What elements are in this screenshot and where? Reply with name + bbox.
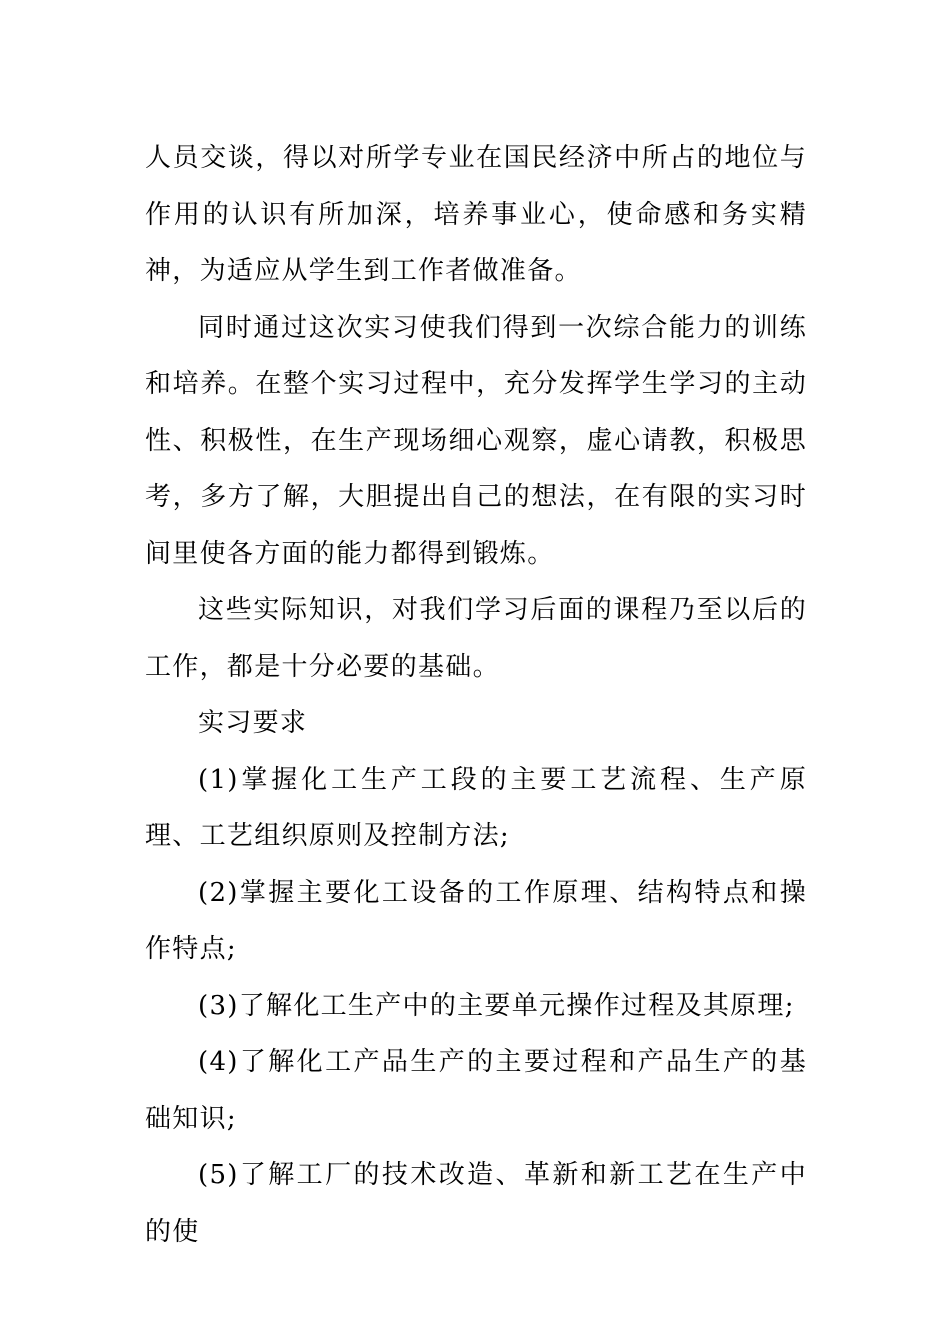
requirement-item-1: (1)掌握化工生产工段的主要工艺流程、生产原理、工艺组织原则及控制方法; [145, 764, 807, 851]
section-heading-requirements: 实习要求 [198, 708, 308, 738]
paragraph-intro-continued: 人员交谈，得以对所学专业在国民经济中所占的地位与作用的认识有所加深，培养事业心，使命感和务实精神，为适应从学生到工作者做准备。 [145, 143, 807, 286]
requirement-item-5: (5)了解工厂的技术改造、革新和新工艺在生产中的使 [145, 1160, 807, 1247]
requirement-item-4: (4)了解化工产品生产的主要过程和产品生产的基础知识; [145, 1047, 807, 1134]
paragraph-knowledge: 这些实际知识，对我们学习后面的课程乃至以后的工作，都是十分必要的基础。 [145, 595, 807, 682]
requirement-item-3: (3)了解化工生产中的主要单元操作过程及其原理; [198, 990, 795, 1021]
document-body [145, 130, 807, 1260]
requirement-item-2: (2)掌握主要化工设备的工作原理、结构特点和操作特点; [145, 877, 807, 964]
paragraph-training: 同时通过这次实习使我们得到一次综合能力的训练和培养。在整个实习过程中，充分发挥学生学习的主动性、积极性，在生产现场细心观察，虚心请教，积极思考，多方了解，大胆提出自己的想法，在有限的实习时间里使各方面的能力都得到锻炼。 [145, 312, 807, 569]
